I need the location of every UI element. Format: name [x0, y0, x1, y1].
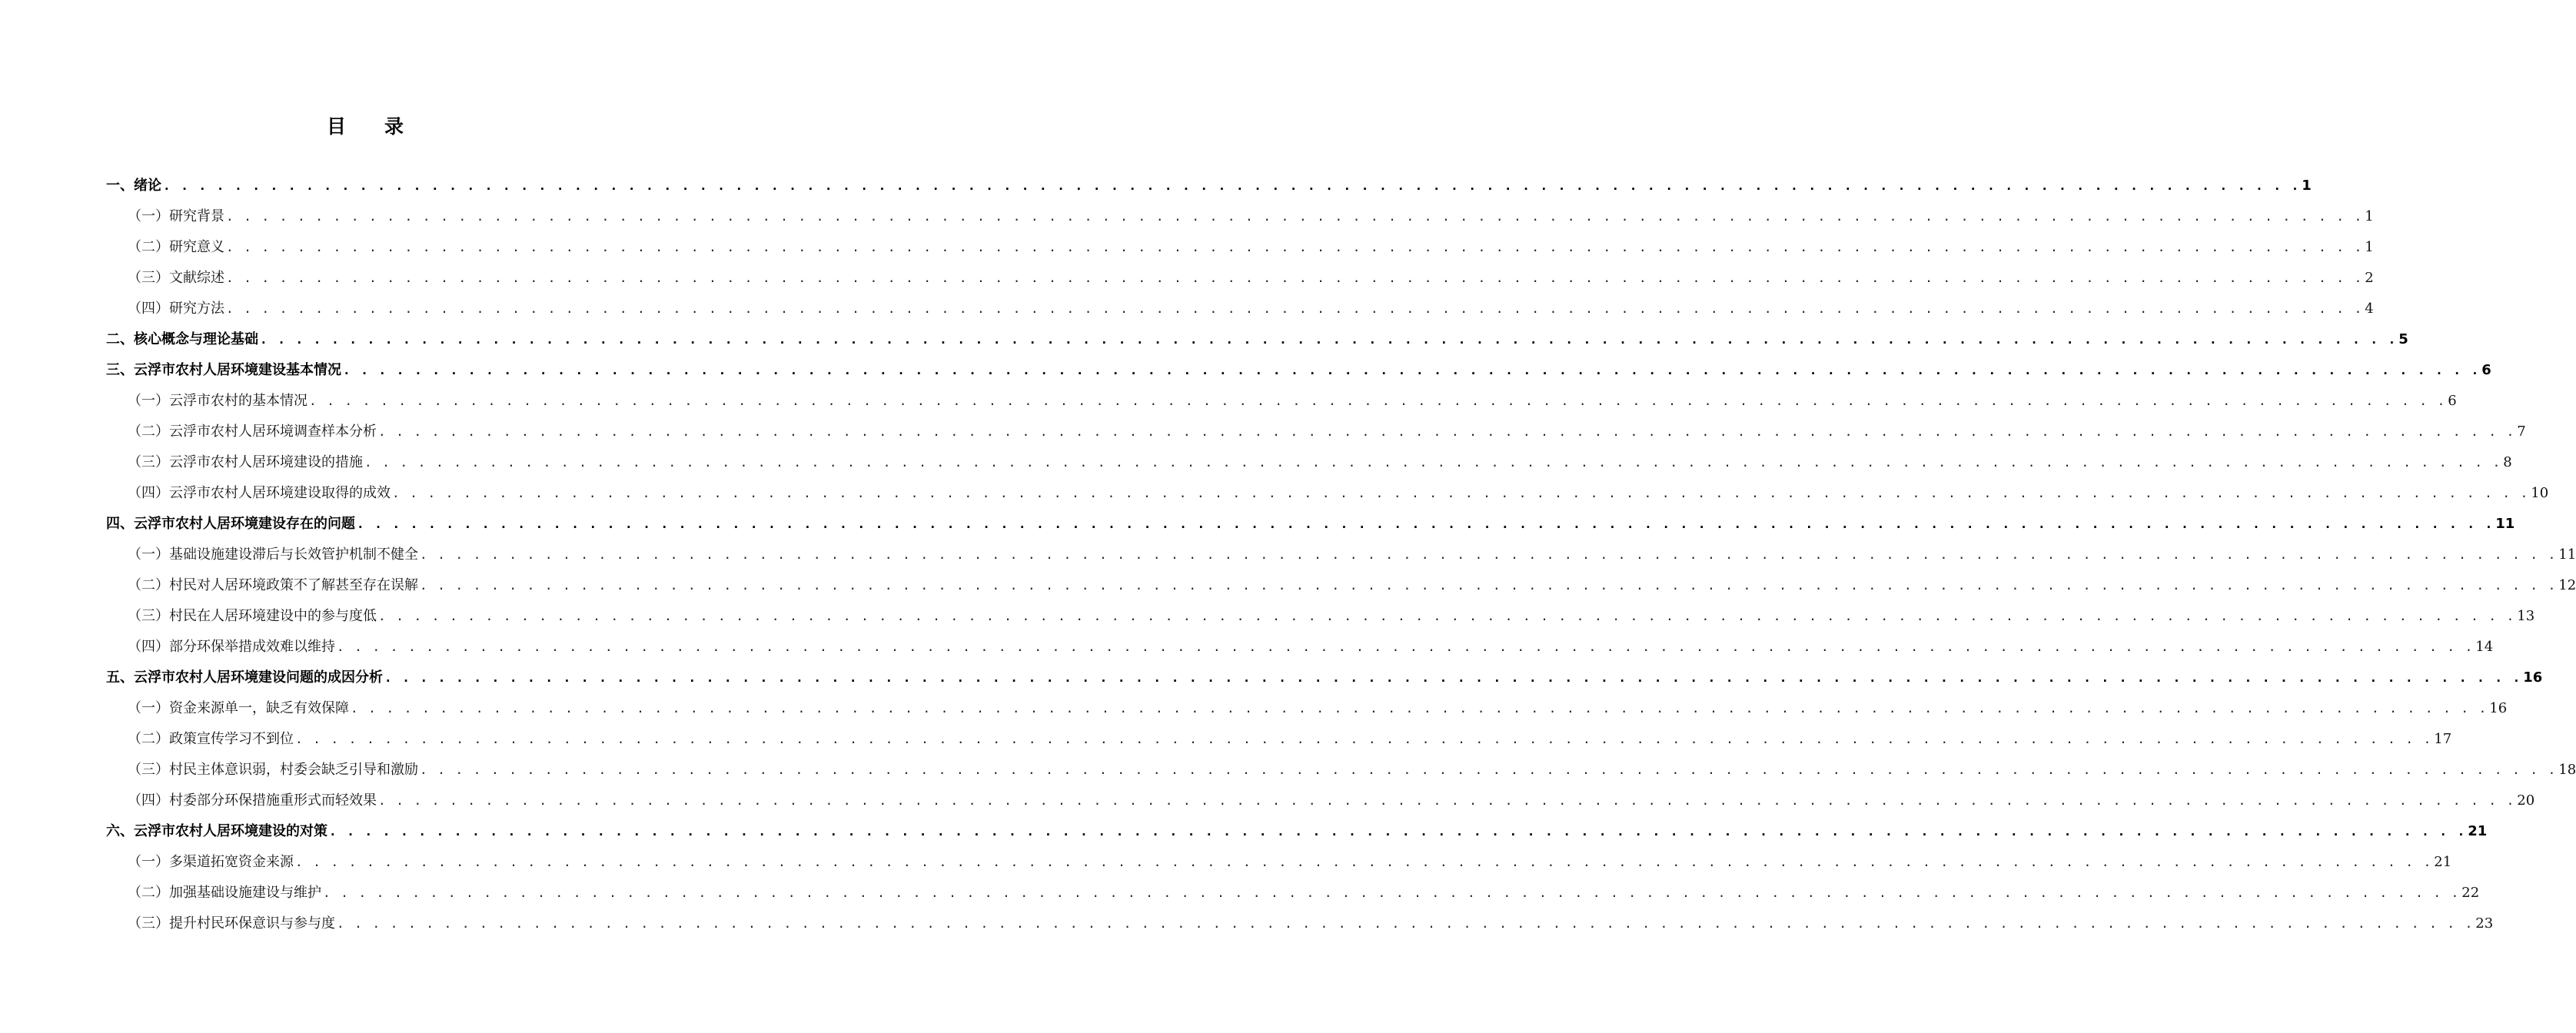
toc-page-number: 2 [2365, 270, 2374, 286]
toc-page-number: 11 [2495, 516, 2515, 532]
toc-dot-leader: . . . . . . . . . . . . . . . . . . . . . . . . . . . . . . . . . . . . . . . . . . . . . . . . . . . . . . . . . . . . . . . . . . . . . . . . . . . . . . . . . . . . . . . . . . . . . . . . . . . . . . . . . . . . . . . . . . . . . . . . [392, 486, 2530, 500]
toc-chapter-entry[interactable] [106, 355, 2491, 386]
toc-page-number: 6 [2481, 362, 2491, 378]
toc-chapter-entry[interactable] [106, 816, 2488, 847]
toc-section-entry[interactable] [106, 201, 2374, 232]
toc-section-entry[interactable] [106, 878, 2480, 908]
toc-entry-label: （一）研究背景 [128, 208, 224, 224]
toc-dot-leader: . . . . . . . . . . . . . . . . . . . . . . . . . . . . . . . . . . . . . . . . . . . . . . . . . . . . . . . . . . . . . . . . . . . . . . . . . . . . . . . . . . . . . . . . . . . . . . . . . . . . . . . . . . . . . . . . . . . . . . . . [378, 424, 2516, 439]
toc-dot-leader: . . . . . . . . . . . . . . . . . . . . . . . . . . . . . . . . . . . . . . . . . . . . . . . . . . . . . . . . . . . . . . . . . . . . . . . . . . . . . . . . . . . . . . . . . . . . . . . . . . . . . . . . . . . . . . . . . . . . . . . . [420, 762, 2558, 777]
toc-entry-label: 二、核心概念与理论基础 [106, 331, 258, 347]
toc-section-entry[interactable] [106, 908, 2494, 939]
toc-page-number: 8 [2503, 454, 2512, 470]
toc-page-number: 1 [2365, 208, 2374, 224]
toc-dot-leader: . . . . . . . . . . . . . . . . . . . . . . . . . . . . . . . . . . . . . . . . . . . . . . . . . . . . . . . . . . . . . . . . . . . . . . . . . . . . . . . . . . . . . . . . . . . . . . . . . . . . . . . . . . . . . . . . . . . . . . . . [337, 639, 2475, 654]
page-title: 目录 [326, 115, 442, 138]
toc-dot-leader: . . . . . . . . . . . . . . . . . . . . . . . . . . . . . . . . . . . . . . . . . . . . . . . . . . . . . . . . . . . . . . . . . . . . . . . . . . . . . . . . . . . . . . . . . . . . . . . . . . . . . . . . . . . . . . . . . . . . . . . . [357, 516, 2495, 531]
toc-dot-leader: . . . . . . . . . . . . . . . . . . . . . . . . . . . . . . . . . . . . . . . . . . . . . . . . . . . . . . . . . . . . . . . . . . . . . . . . . . . . . . . . . . . . . . . . . . . . . . . . . . . . . . . . . . . . . . . . . . . . . . . . [329, 824, 2467, 839]
toc-section-entry[interactable] [106, 724, 2452, 755]
toc-entry-label: （三）村民在人居环境建设中的参与度低 [128, 608, 377, 624]
toc-section-entry[interactable] [106, 786, 2535, 816]
toc-page-number: 7 [2517, 423, 2526, 440]
toc-entry-label: 四、云浮市农村人居环境建设存在的问题 [106, 516, 355, 532]
toc-dot-leader: . . . . . . . . . . . . . . . . . . . . . . . . . . . . . . . . . . . . . . . . . . . . . . . . . . . . . . . . . . . . . . . . . . . . . . . . . . . . . . . . . . . . . . . . . . . . . . . . . . . . . . . . . . . . . . . . . . . . . . . . [420, 578, 2558, 593]
toc-dot-leader: . . . . . . . . . . . . . . . . . . . . . . . . . . . . . . . . . . . . . . . . . . . . . . . . . . . . . . . . . . . . . . . . . . . . . . . . . . . . . . . . . . . . . . . . . . . . . . . . . . . . . . . . . . . . . . . . . . . . . . . . [309, 394, 2447, 408]
toc-entry-label: 三、云浮市农村人居环境建设基本情况 [106, 362, 341, 378]
toc-page-number: 16 [2523, 669, 2543, 686]
toc-entry-label: （一）云浮市农村的基本情况 [128, 393, 307, 409]
toc-entry-label: （一）多渠道拓宽资金来源 [128, 854, 294, 870]
toc-page-number: 1 [2302, 178, 2312, 194]
toc-entry-label: （二）政策宣传学习不到位 [128, 731, 294, 747]
toc-dot-leader: . . . . . . . . . . . . . . . . . . . . . . . . . . . . . . . . . . . . . . . . . . . . . . . . . . . . . . . . . . . . . . . . . . . . . . . . . . . . . . . . . . . . . . . . . . . . . . . . . . . . . . . . . . . . . . . . . . . . . . . . [364, 455, 2502, 470]
toc-entry-label: 一、绪论 [106, 178, 161, 194]
toc-dot-leader: . . . . . . . . . . . . . . . . . . . . . . . . . . . . . . . . . . . . . . . . . . . . . . . . . . . . . . . . . . . . . . . . . . . . . . . . . . . . . . . . . . . . . . . . . . . . . . . . . . . . . . . . . . . . . . . . . . . . . . . . [295, 732, 2433, 746]
toc-chapter-entry[interactable] [106, 324, 2408, 355]
toc-page-number: 23 [2475, 915, 2494, 932]
toc-section-entry[interactable] [106, 232, 2374, 263]
toc-dot-leader: . . . . . . . . . . . . . . . . . . . . . . . . . . . . . . . . . . . . . . . . . . . . . . . . . . . . . . . . . . . . . . . . . . . . . . . . . . . . . . . . . . . . . . . . . . . . . . . . . . . . . . . . . . . . . . . . . . . . . . . . [384, 670, 2522, 685]
toc-page-number: 5 [2398, 331, 2408, 347]
toc-page-number: 16 [2489, 700, 2508, 716]
toc-section-entry[interactable] [106, 447, 2512, 478]
toc-section-entry[interactable] [106, 386, 2457, 417]
toc-section-entry[interactable] [106, 755, 2576, 786]
toc-entry-label: （四）村委部分环保措施重形式而轻效果 [128, 792, 377, 809]
toc-dot-leader: . . . . . . . . . . . . . . . . . . . . . . . . . . . . . . . . . . . . . . . . . . . . . . . . . . . . . . . . . . . . . . . . . . . . . . . . . . . . . . . . . . . . . . . . . . . . . . . . . . . . . . . . . . . . . . . . . . . . . . . . [226, 301, 2364, 316]
toc-dot-leader: . . . . . . . . . . . . . . . . . . . . . . . . . . . . . . . . . . . . . . . . . . . . . . . . . . . . . . . . . . . . . . . . . . . . . . . . . . . . . . . . . . . . . . . . . . . . . . . . . . . . . . . . . . . . . . . . . . . . . . . . [226, 271, 2364, 285]
toc-page-number: 14 [2475, 639, 2494, 655]
toc-section-entry[interactable] [106, 570, 2576, 601]
toc-page-number: 12 [2558, 577, 2576, 593]
toc-section-entry[interactable] [106, 263, 2374, 294]
toc-page-number: 20 [2517, 792, 2535, 809]
toc-chapter-entry[interactable] [106, 509, 2515, 540]
toc-section-entry[interactable] [106, 294, 2374, 324]
toc-section-entry[interactable] [106, 847, 2452, 878]
toc-entry-label: 五、云浮市农村人居环境建设问题的成因分析 [106, 669, 383, 686]
toc-dot-leader: . . . . . . . . . . . . . . . . . . . . . . . . . . . . . . . . . . . . . . . . . . . . . . . . . . . . . . . . . . . . . . . . . . . . . . . . . . . . . . . . . . . . . . . . . . . . . . . . . . . . . . . . . . . . . . . . . . . . . . . . [226, 240, 2364, 254]
toc-dot-leader: . . . . . . . . . . . . . . . . . . . . . . . . . . . . . . . . . . . . . . . . . . . . . . . . . . . . . . . . . . . . . . . . . . . . . . . . . . . . . . . . . . . . . . . . . . . . . . . . . . . . . . . . . . . . . . . . . . . . . . . . [337, 916, 2475, 931]
toc-dot-leader: . . . . . . . . . . . . . . . . . . . . . . . . . . . . . . . . . . . . . . . . . . . . . . . . . . . . . . . . . . . . . . . . . . . . . . . . . . . . . . . . . . . . . . . . . . . . . . . . . . . . . . . . . . . . . . . . . . . . . . . . [351, 701, 2488, 716]
toc-dot-leader: . . . . . . . . . . . . . . . . . . . . . . . . . . . . . . . . . . . . . . . . . . . . . . . . . . . . . . . . . . . . . . . . . . . . . . . . . . . . . . . . . . . . . . . . . . . . . . . . . . . . . . . . . . . . . . . . . . . . . . . . [378, 793, 2516, 808]
toc-entry-label: 六、云浮市农村人居环境建设的对策 [106, 823, 327, 839]
toc-chapter-entry[interactable] [106, 663, 2543, 693]
toc-page-number: 1 [2365, 239, 2374, 255]
toc-dot-leader: . . . . . . . . . . . . . . . . . . . . . . . . . . . . . . . . . . . . . . . . . . . . . . . . . . . . . . . . . . . . . . . . . . . . . . . . . . . . . . . . . . . . . . . . . . . . . . . . . . . . . . . . . . . . . . . . . . . . . . . . [378, 609, 2516, 623]
toc-page-number: 13 [2517, 608, 2535, 624]
toc-section-entry[interactable] [106, 478, 2549, 509]
toc-entry-label: （三）提升村民环保意识与参与度 [128, 915, 335, 932]
toc-page-number: 4 [2365, 301, 2374, 317]
toc-section-entry[interactable] [106, 417, 2526, 447]
toc-section-entry[interactable] [106, 601, 2535, 632]
toc-dot-leader: . . . . . . . . . . . . . . . . . . . . . . . . . . . . . . . . . . . . . . . . . . . . . . . . . . . . . . . . . . . . . . . . . . . . . . . . . . . . . . . . . . . . . . . . . . . . . . . . . . . . . . . . . . . . . . . . . . . . . . . . [323, 885, 2461, 900]
toc-dot-leader: . . . . . . . . . . . . . . . . . . . . . . . . . . . . . . . . . . . . . . . . . . . . . . . . . . . . . . . . . . . . . . . . . . . . . . . . . . . . . . . . . . . . . . . . . . . . . . . . . . . . . . . . . . . . . . . . . . . . . . . . [420, 547, 2558, 562]
toc-page-number: 21 [2468, 823, 2488, 839]
toc-section-entry[interactable] [106, 632, 2494, 663]
toc-page-number: 21 [2434, 854, 2452, 870]
toc-entry-label: （二）加强基础设施建设与维护 [128, 885, 321, 901]
toc-entry-label: （四）云浮市农村人居环境建设取得的成效 [128, 485, 391, 501]
toc-page-number: 18 [2558, 762, 2576, 778]
toc-entry-label: （一）资金来源单一，缺乏有效保障 [128, 700, 349, 716]
toc-chapter-entry[interactable] [106, 171, 2312, 201]
toc-entry-label: （三）文献综述 [128, 270, 224, 286]
toc-dot-leader: . . . . . . . . . . . . . . . . . . . . . . . . . . . . . . . . . . . . . . . . . . . . . . . . . . . . . . . . . . . . . . . . . . . . . . . . . . . . . . . . . . . . . . . . . . . . . . . . . . . . . . . . . . . . . . . . . . . . . . . . [343, 363, 2481, 377]
toc-page-number: 6 [2448, 393, 2457, 409]
toc-dot-leader: . . . . . . . . . . . . . . . . . . . . . . . . . . . . . . . . . . . . . . . . . . . . . . . . . . . . . . . . . . . . . . . . . . . . . . . . . . . . . . . . . . . . . . . . . . . . . . . . . . . . . . . . . . . . . . . . . . . . . . . . [295, 855, 2433, 869]
toc-section-entry[interactable] [106, 540, 2576, 570]
toc-entry-label: （二）研究意义 [128, 239, 224, 255]
toc-entry-label: （四）部分环保举措成效难以维持 [128, 639, 335, 655]
table-of-contents [106, 171, 2576, 939]
toc-entry-label: （一）基础设施建设滞后与长效管护机制不健全 [128, 546, 418, 563]
toc-page-number: 17 [2434, 731, 2452, 747]
toc-entry-label: （三）村民主体意识弱，村委会缺乏引导和激励 [128, 762, 418, 778]
toc-entry-label: （三）云浮市农村人居环境建设的措施 [128, 454, 363, 470]
toc-page-number: 22 [2461, 885, 2480, 901]
toc-dot-leader: . . . . . . . . . . . . . . . . . . . . . . . . . . . . . . . . . . . . . . . . . . . . . . . . . . . . . . . . . . . . . . . . . . . . . . . . . . . . . . . . . . . . . . . . . . . . . . . . . . . . . . . . . . . . . . . . . . . . . . . . [260, 332, 2398, 347]
toc-page-number: 10 [2531, 485, 2549, 501]
toc-entry-label: （二）云浮市农村人居环境调查样本分析 [128, 423, 377, 440]
toc-entry-label: （二）村民对人居环境政策不了解甚至存在误解 [128, 577, 418, 593]
toc-section-entry[interactable] [106, 693, 2508, 724]
toc-dot-leader: . . . . . . . . . . . . . . . . . . . . . . . . . . . . . . . . . . . . . . . . . . . . . . . . . . . . . . . . . . . . . . . . . . . . . . . . . . . . . . . . . . . . . . . . . . . . . . . . . . . . . . . . . . . . . . . . . . . . . . . . [226, 209, 2364, 224]
toc-entry-label: （四）研究方法 [128, 301, 224, 317]
toc-dot-leader: . . . . . . . . . . . . . . . . . . . . . . . . . . . . . . . . . . . . . . . . . . . . . . . . . . . . . . . . . . . . . . . . . . . . . . . . . . . . . . . . . . . . . . . . . . . . . . . . . . . . . . . . . . . . . . . . . . . . . . . . [163, 178, 2301, 193]
toc-page-number: 11 [2558, 546, 2576, 563]
